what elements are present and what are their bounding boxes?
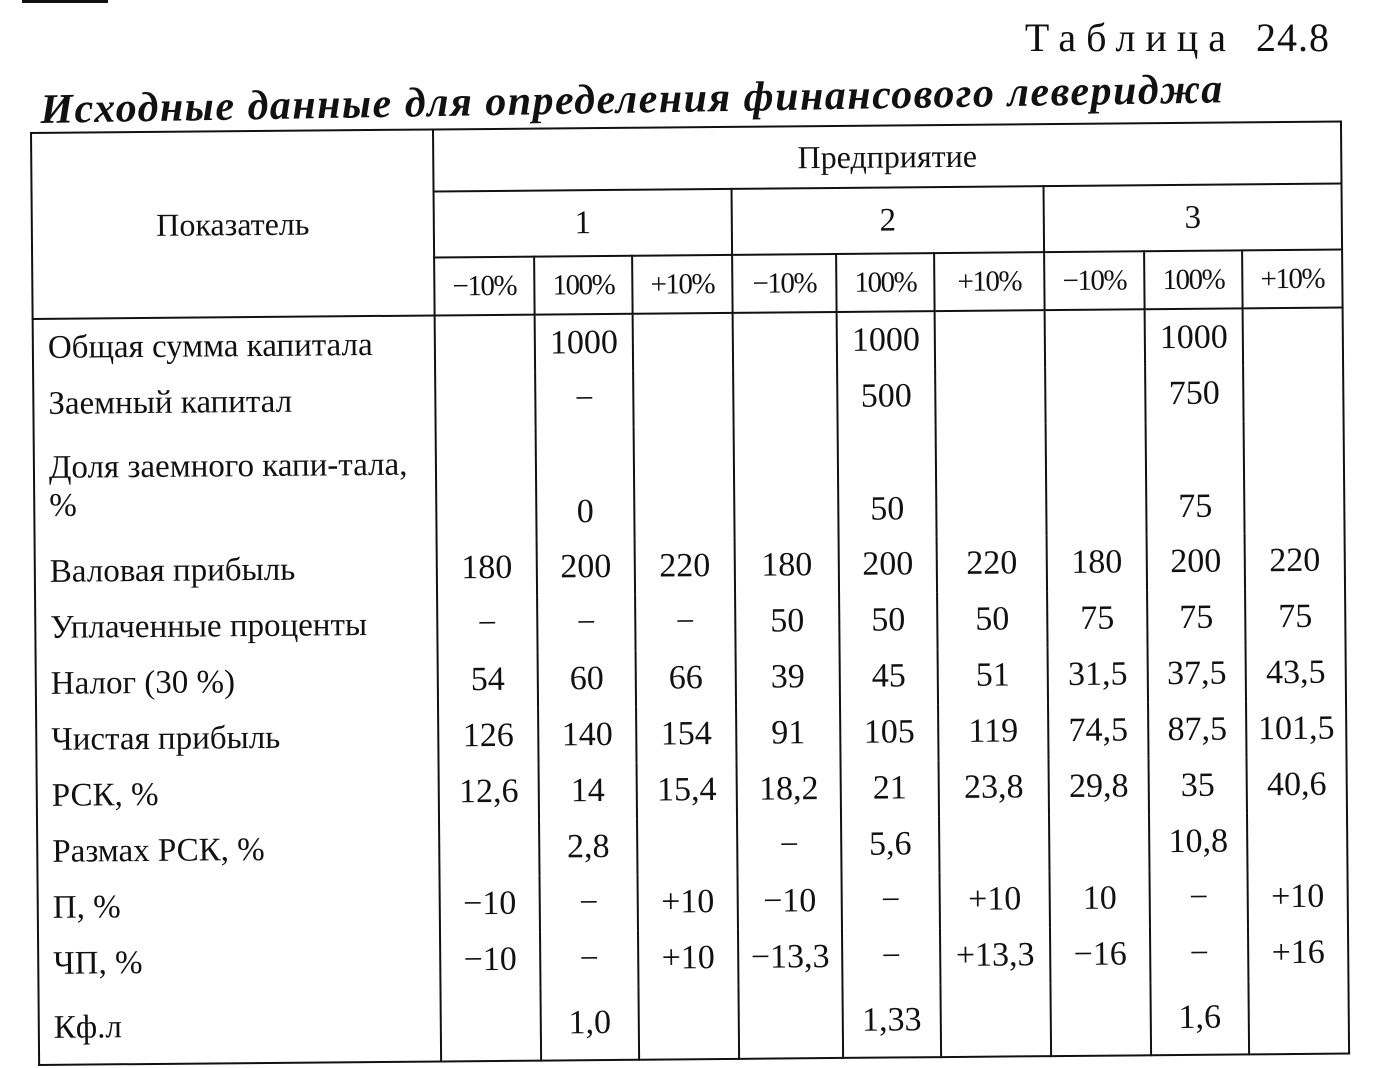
- variation-header: 100%: [836, 253, 935, 312]
- table-number-value: 24.8: [1256, 15, 1330, 60]
- variation-header: +10%: [632, 255, 733, 314]
- table-cell: 220: [1245, 533, 1345, 590]
- table-cell: [1243, 308, 1343, 366]
- table-cell: 50: [838, 424, 937, 537]
- table-cell: −: [737, 817, 841, 874]
- table-cell: 75: [1245, 589, 1345, 646]
- table-cell: [1247, 813, 1347, 870]
- enterprise-group-header: Предприятие: [433, 122, 1342, 192]
- table-cell: 40,6: [1247, 757, 1347, 814]
- row-label: Кф.л: [39, 988, 442, 1065]
- table-cell: 180: [1047, 534, 1147, 591]
- table-cell: [637, 818, 737, 875]
- table-cell: 14: [539, 763, 637, 820]
- table-cell: [1243, 365, 1343, 422]
- table-cell: 220: [635, 538, 735, 595]
- table-cell: 126: [438, 708, 538, 765]
- table-cell: −: [841, 872, 939, 929]
- table-cell: [936, 423, 1047, 536]
- table-cell: 60: [538, 651, 636, 708]
- table-cell: [935, 310, 1045, 368]
- table-cell: [733, 369, 837, 426]
- table-cell: 200: [839, 536, 937, 593]
- variation-header: +10%: [934, 252, 1045, 311]
- table-cell: [1248, 981, 1349, 1055]
- table-cell: [633, 370, 733, 427]
- table-cell: 35: [1149, 757, 1247, 814]
- table-cell: 50: [937, 591, 1047, 648]
- table-cell: −: [535, 371, 633, 428]
- row-label: Валовая прибыль: [35, 540, 437, 600]
- table-cell: [634, 426, 735, 539]
- table-cell: 29,8: [1049, 758, 1149, 815]
- row-label: П, %: [38, 876, 440, 936]
- variation-header: −10%: [732, 254, 837, 313]
- table-cell: [1045, 366, 1145, 423]
- table-cell: −: [842, 928, 940, 985]
- table-cell: 1,6: [1150, 981, 1249, 1055]
- table-cell: 180: [437, 540, 537, 597]
- table-cell: [638, 986, 739, 1060]
- table-cell: 74,5: [1048, 702, 1148, 759]
- table-cell: 750: [1145, 365, 1243, 422]
- table-cell: 5,6: [841, 816, 939, 873]
- table-cell: −13,3: [738, 929, 842, 986]
- table-cell: 45: [840, 648, 938, 705]
- enterprise-header: 1: [434, 189, 733, 258]
- table-cell: 500: [837, 368, 935, 425]
- table-cell: −: [437, 596, 537, 653]
- table-cell: [439, 820, 539, 877]
- table-cell: 50: [735, 593, 839, 650]
- table-cell: −: [537, 595, 635, 652]
- table-cell: [738, 985, 843, 1059]
- variation-header: 100%: [534, 256, 633, 315]
- table-cell: 15,4: [637, 762, 737, 819]
- table-cell: [935, 367, 1045, 424]
- row-label: Уплаченные проценты: [35, 596, 437, 656]
- table-number-label: Таблица: [1024, 15, 1236, 60]
- row-label: ЧП, %: [38, 932, 440, 992]
- row-label: РСК, %: [37, 764, 439, 824]
- table-cell: [1045, 309, 1145, 367]
- row-label: Размах РСК, %: [37, 820, 439, 880]
- table-cell: [940, 983, 1051, 1057]
- variation-header: −10%: [434, 257, 535, 316]
- table-cell: +10: [1247, 869, 1347, 926]
- table-cell: +16: [1248, 925, 1348, 982]
- table-cell: 23,8: [939, 759, 1049, 816]
- table-cell: 180: [735, 537, 839, 594]
- table-cell: [435, 372, 535, 429]
- table-title: Исходные данные для определения финансового левериджа: [40, 66, 1224, 133]
- table-cell: 101,5: [1246, 701, 1346, 758]
- table-cell: 0: [536, 427, 635, 540]
- table-cell: 220: [937, 535, 1047, 592]
- table-cell: 66: [636, 650, 736, 707]
- table-cell: 1,0: [540, 987, 639, 1061]
- table-cell: [1050, 982, 1151, 1056]
- table-cell: 50: [839, 592, 937, 649]
- table-cell: +10: [638, 874, 738, 931]
- table-row: [39, 981, 1350, 1065]
- table-cell: [1046, 422, 1147, 535]
- enterprise-header: 3: [1044, 184, 1343, 253]
- table-cell: 39: [736, 649, 840, 706]
- table-cell: 54: [438, 652, 538, 709]
- table-cell: [1049, 814, 1149, 871]
- variation-header: 100%: [1144, 250, 1243, 309]
- table-row: [34, 421, 1345, 544]
- table-body: [33, 308, 1349, 1065]
- table-cell: [734, 425, 839, 538]
- table-cell: +10: [939, 871, 1049, 928]
- table-cell: [436, 428, 537, 541]
- table-cell: 154: [636, 706, 736, 763]
- table-number: [1025, 14, 1330, 61]
- variation-header: +10%: [1242, 250, 1343, 309]
- table-cell: 75: [1146, 421, 1245, 534]
- table-cell: 2,8: [539, 819, 637, 876]
- table-cell: 18,2: [737, 761, 841, 818]
- table-cell: 21: [841, 760, 939, 817]
- table-cell: 10,8: [1149, 813, 1247, 870]
- row-label: Заемный капитал: [33, 372, 435, 432]
- table-cell: [440, 988, 541, 1062]
- table-cell: −16: [1050, 926, 1150, 983]
- table-cell: −10: [440, 876, 540, 933]
- table-cell: [939, 815, 1049, 872]
- table-cell: [435, 315, 535, 373]
- table-cell: 105: [840, 704, 938, 761]
- table-cell: 37,5: [1148, 645, 1246, 702]
- top-rule: [22, 0, 108, 3]
- enterprise-header: 2: [732, 186, 1045, 255]
- row-label: Налог (30 %): [36, 652, 438, 712]
- row-label: Доля заемного капи-тала, %: [34, 428, 437, 544]
- table-cell: 200: [1147, 533, 1245, 590]
- table-cell: 75: [1047, 590, 1147, 647]
- table-cell: 75: [1147, 589, 1245, 646]
- table-cell: −: [540, 931, 638, 988]
- table-cell: −10: [440, 932, 540, 989]
- row-label: Чистая прибыль: [36, 708, 438, 768]
- table-cell: −: [1149, 869, 1247, 926]
- data-table: [30, 121, 1350, 1066]
- table-cell: −10: [738, 873, 842, 930]
- table-cell: 10: [1049, 870, 1149, 927]
- table-cell: −: [1150, 925, 1248, 982]
- table-cell: −: [540, 875, 638, 932]
- table-cell: 1,33: [842, 984, 941, 1058]
- table-cell: 43,5: [1246, 645, 1346, 702]
- table-cell: +13,3: [940, 927, 1050, 984]
- table-cell: 91: [736, 705, 840, 762]
- table-cell: 31,5: [1048, 646, 1148, 703]
- table-cell: 1000: [535, 314, 633, 372]
- table-cell: [1244, 421, 1345, 534]
- indicator-header: Показатель: [31, 129, 435, 319]
- table-cell: −: [635, 594, 735, 651]
- table-cell: [733, 312, 837, 370]
- variation-header: −10%: [1044, 251, 1145, 310]
- table-cell: 119: [938, 703, 1048, 760]
- table-cell: 12,6: [439, 764, 539, 821]
- table-cell: 200: [537, 539, 635, 596]
- table-cell: [633, 313, 733, 371]
- table-cell: 1000: [1145, 308, 1243, 366]
- table-cell: +10: [638, 930, 738, 987]
- table-cell: 51: [938, 647, 1048, 704]
- table-cell: 140: [538, 707, 636, 764]
- table-cell: 87,5: [1148, 701, 1246, 758]
- row-label: Общая сумма капитала: [33, 315, 435, 376]
- table-cell: 1000: [837, 311, 935, 369]
